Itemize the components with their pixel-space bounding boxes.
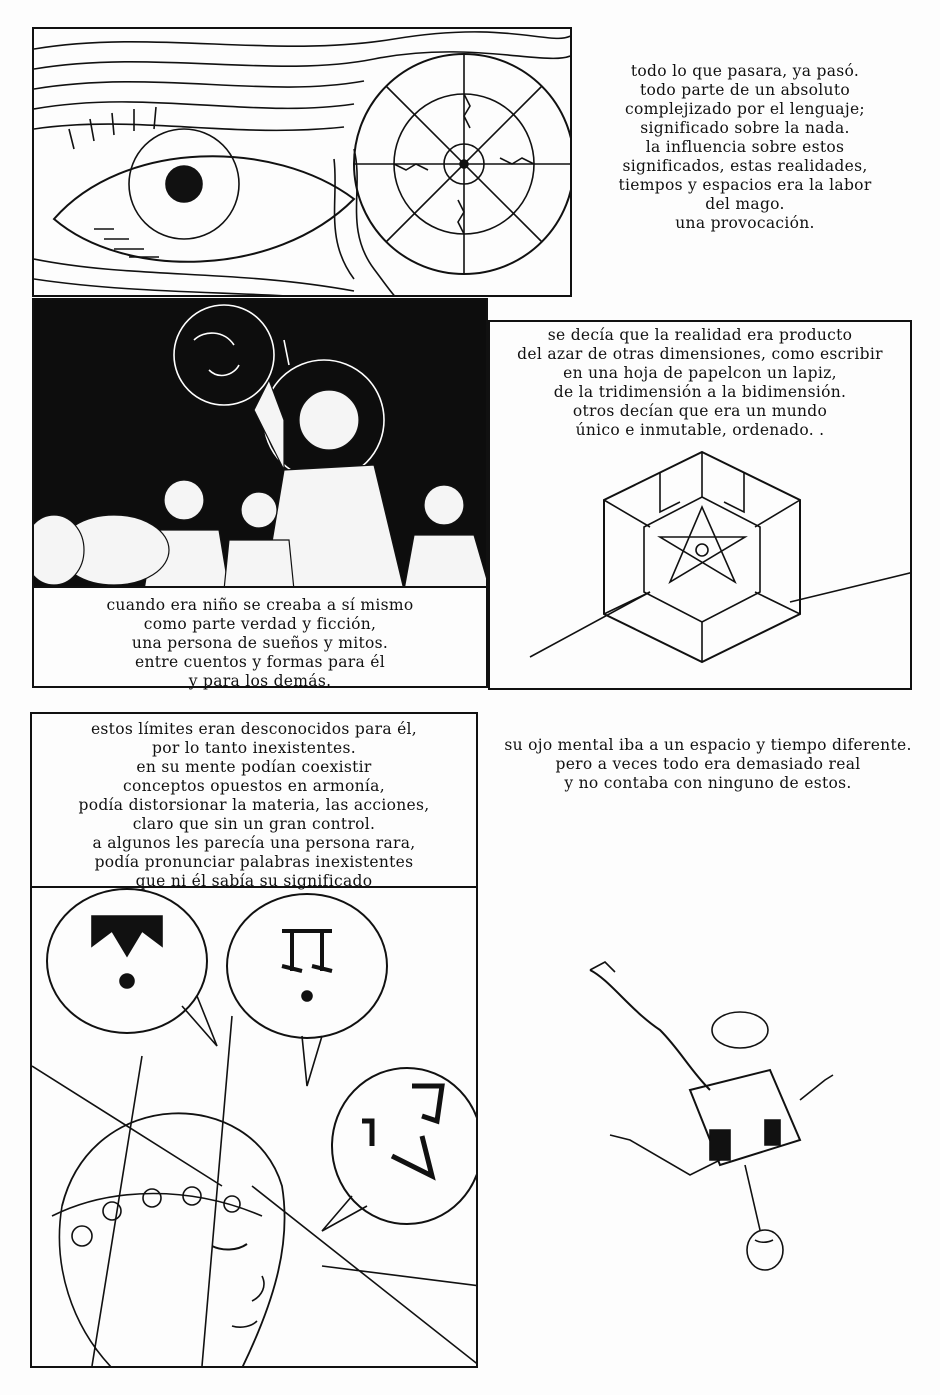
panel-eye [32,27,572,297]
eye-illustration [34,29,572,297]
falling-figure-illustration [570,950,850,1280]
speech-bubbles-illustration [32,886,478,1368]
caption-panel-3: cuando era niño se creaba a sí mismo como parte verdad y ficción, una persona de sueños y mitos. entre cuentos y formas para él y para los demás. [106,596,414,690]
caption-panel-4: estos límites eran desconocidos para él, por lo tanto inexistentes. en su mente podían coexistir conceptos opuestos en armonía, podía distorsionar la materia, las acciones, claro que sin un gran control. a algunos les parecía una persona rara, podía pronunciar palabras inexistentes que ni él sabía su significado [78,720,430,890]
panel-child-halo [32,298,488,588]
child-halo-illustration [34,300,488,588]
caption-panel-5: su ojo mental iba a un espacio y tiempo diferente. pero a veces todo era demasiado real y no contaba con ninguno de estos. [504,736,912,792]
caption-panel-2: se decía que la realidad era producto del azar de otras dimensiones, como escribir en una hoja de papelcon un lapiz, de la tridimensión a la bidimensión. otros decían que era un mundo único e inmutable, ordenado. . [517,326,883,439]
panel-speech-bubbles [30,886,478,1368]
caption-panel-1: todo lo que pasara, ya pasó. todo parte de un absoluto complejizado por el lenguaje; significado sobre la nada. la influencia sobre estos significados, estas realidades, tiempos y espacios era la labor del mago. una provocación. [618,62,872,232]
